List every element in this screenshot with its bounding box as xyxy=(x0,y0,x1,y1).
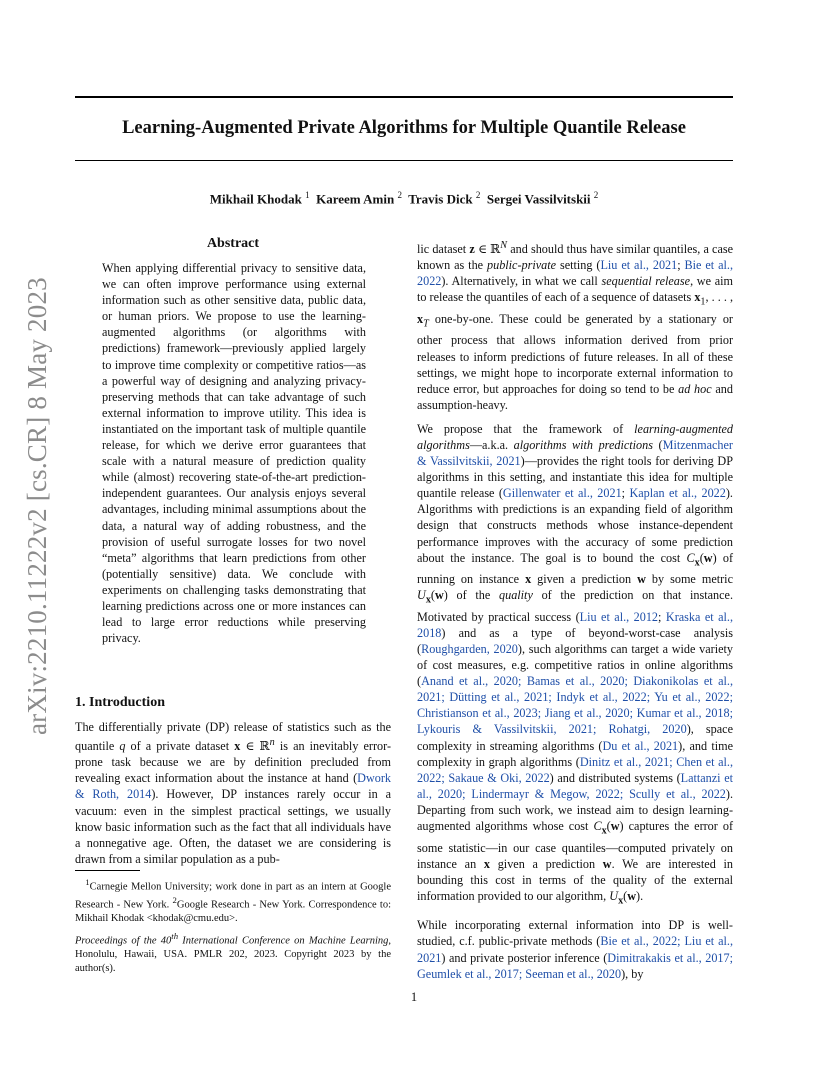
body-paragraph: lic dataset z ∈ ℝ$^N$ and should thus have similar quantiles, a case known as the public-private setting (Liu et al., 2021; Bie et al., 2022). Alternatively, in what we call sequential release, we aim to release the quantiles of each of a sequence of datasets $x_1$, . . . , $x_T$ one-by-one. These could be generated by a stationary or other process that allows information derived from prior releases to inform predictions of future releases. In all of these settings, we might hope to incorporate external information to reduce error, but approaches for doing so tend to be ad hoc and assumption-heavy. xyxy=(417,240,734,412)
footnotes xyxy=(75,876,391,926)
author-name: Kareem Amin xyxy=(316,191,395,207)
author-affiliation: 2 xyxy=(475,190,481,200)
citation-link[interactable]: Anand et al., 2020; Bamas et al., 2020; Diakonikolas et al., 2021; Dütting et al., 2021; Indyk et al., 2022; Yu et al., 2022; Christianson et al., 2023; Jiang et al., 2020; Kumar et al., 2018; Lykouris & Vassilvitskii, 2021; Rohatgi, 2020 xyxy=(417,674,733,737)
intro-paragraph: The differentially private (DP) release of statistics such as the quantile q of a private dataset x ∈ ℝ$^n$ is an inevitably error-prone task because we are by definition precluded from revealing exact information about the instance at hand (Dwork & Roth, 2014). However, DP instances rarely occur in a vacuum: even in the simplest practical settings, we usually know basic information such as the fact that all individuals have a nonnegative age. Often, the dataset we are considering is drawn from a similar population as a pub- xyxy=(75,720,392,866)
right-column-body xyxy=(417,238,733,982)
title-rule-bottom xyxy=(75,160,733,161)
author-name: Sergei Vassilvitskii xyxy=(486,191,591,207)
citation-link[interactable]: Kaplan et al., 2022 xyxy=(629,486,726,501)
author-list xyxy=(75,190,733,207)
citation-link[interactable]: Bie et al., 2022 xyxy=(417,258,734,289)
citation-link[interactable]: Kraska et al., 2018 xyxy=(417,609,734,640)
body-paragraph: We propose that the framework of learning-augmented algorithms—a.k.a. algorithms with predictions (Mitzenmacher & Vassilvitskii, 2021)—provides the right tools for deriving DP algorithms in this setting, and instantiate this idea for multiple quantile release (Gillenwater et al., 2021; Kaplan et al., 2022). Algorithms with predictions is an expanding field of algorithm design that constructs methods whose instance-dependent performance improves with the accuracy of some prediction about the instance. The goal is to bound the cost $C_x(w)$ of running on instance x given a prediction w by some metric $U_x(w)$ of the quality of the prediction on that instance. Motivated by practical success (Liu et al., 2012; Kraska et al., 2018) and as a type of beyond-worst-case analysis (Roughgarden, 2020), such algorithms can target a wide variety of cost measures, e.g. competitive ratios in online algorithms (Anand et al., 2020; Bamas et al., 2020; Diakonikolas et al., 2021; Dütting et al., 2021; Indyk et al., 2022; Yu et al., 2022; Christianson et al., 2023; Jiang et al., 2020; Kumar et al., 2018; Lykouris & Vassilvitskii, 2021; Rohatgi, 2020), space complexity in streaming algorithms (Du et al., 2021), and time complexity in graph algorithms (Dinitz et al., 2021; Chen et al., 2022; Sakaue & Oki, 2022) and distributed systems (Lattanzi et al., 2020; Lindermayr & Megow, 2022; Scully et al., 2022). Departing from such work, we instead aim to design learning-augmented algorithms whose cost $C_x(w)$ captures the error of some statistic—in our case quantiles—computed privately on instance an x given a prediction w. We are interested in bounding this cost in terms of the quality of the external information provided to our algorithm, $U_x(w)$. xyxy=(417,421,734,907)
arxiv-identifier: arXiv:2210.11222v2 [cs.CR] 8 May 2023 xyxy=(22,277,52,735)
paper-title: Learning-Augmented Private Algorithms for Multiple Quantile Release xyxy=(122,118,686,138)
section-heading-introduction: 1. Introduction xyxy=(75,695,165,710)
citation-link[interactable]: Lattanzi et al., 2020; Lindermayr & Megow, 2022; Scully et al., 2022 xyxy=(417,770,733,801)
citation-link[interactable]: Mitzenmacher & Vassilvitskii, 2021 xyxy=(417,437,733,469)
citation-link[interactable]: Dinitz et al., 2021; Chen et al., 2022; Sakaue & Oki, 2022 xyxy=(417,754,734,785)
author-affiliation: 2 xyxy=(593,190,599,200)
abstract-paragraph: When applying differential privacy to sensitive data, we can often improve performance using external information such as other sensitive data, public data, or human priors. We propose to use the learning-augmented algorithms (or algorithms with predictions) framework—previously applied largely to improve time complexity or competitive ratios—as a powerful way of designing and analyzing privacy-preserving methods that can take advantage of such external information to improve utility. This idea is instantiated on the important task of multiple quantile release, for which we derive error guarantees that scale with a natural measure of prediction quality while (almost) recovering state-of-the-art prediction-independent guarantees. Our analysis enjoys several advantages, including minimal assumptions about the data, a natural way of adding robustness, and the provision of useful surrogate losses for two novel “meta” algorithms that learn predictions from other (potentially sensitive) data. We conclude with experiments on challenging tasks demonstrating that learning predictions across one or more instances can lead to large error reductions while preserving privacy. xyxy=(102,261,366,646)
author-affiliation: 2 xyxy=(397,190,402,200)
citation-link[interactable]: Dwork & Roth, 2014 xyxy=(75,771,391,802)
citation-link[interactable]: Du et al., 2021 xyxy=(602,738,679,753)
title-rule-top xyxy=(75,96,733,98)
introduction-body xyxy=(75,719,391,867)
citation-link[interactable]: Roughgarden, 2020 xyxy=(421,641,518,656)
footnote-affiliations: $^1$Carnegie Mellon University; work done in part as an intern at Google Research - New York. $^2$Google Research - New York. Correspondence to: Mikhail Khodak <khodak@cmu.edu>. xyxy=(75,877,392,924)
citation-link[interactable]: Gillenwater et al., 2021 xyxy=(502,486,622,501)
proceedings-notice: Proceedings of the 40th International Conference on Machine Learning, Honolulu, Hawaii, USA. PMLR 202, 2023. Copyright 2023 by the author(s). xyxy=(75,931,391,974)
author-name: Mikhail Khodak xyxy=(209,191,302,207)
footnote-divider xyxy=(75,870,140,871)
body-paragraph: While incorporating external information into DP is well-studied, c.f. public-private methods (Bie et al., 2022; Liu et al., 2021) and private posterior inference (Dimitrakakis et al., 2017; Geumlek et al., 2017; Seeman et al., 2020), by xyxy=(417,918,733,981)
citation-link[interactable]: Dimitrakakis et al., 2017; Geumlek et al., 2017; Seeman et al., 2020 xyxy=(417,950,733,981)
abstract-heading: Abstract xyxy=(206,236,260,251)
page-number: 1 xyxy=(410,990,418,1004)
author-name: Travis Dick xyxy=(408,191,473,207)
citation-link[interactable]: Liu et al., 2021 xyxy=(600,258,678,273)
author-affiliation: 1 xyxy=(305,190,310,200)
citation-link[interactable]: Bie et al., 2022; Liu et al., 2021 xyxy=(417,934,733,965)
citation-link[interactable]: Liu et al., 2012 xyxy=(579,609,659,624)
abstract-body xyxy=(102,260,366,646)
